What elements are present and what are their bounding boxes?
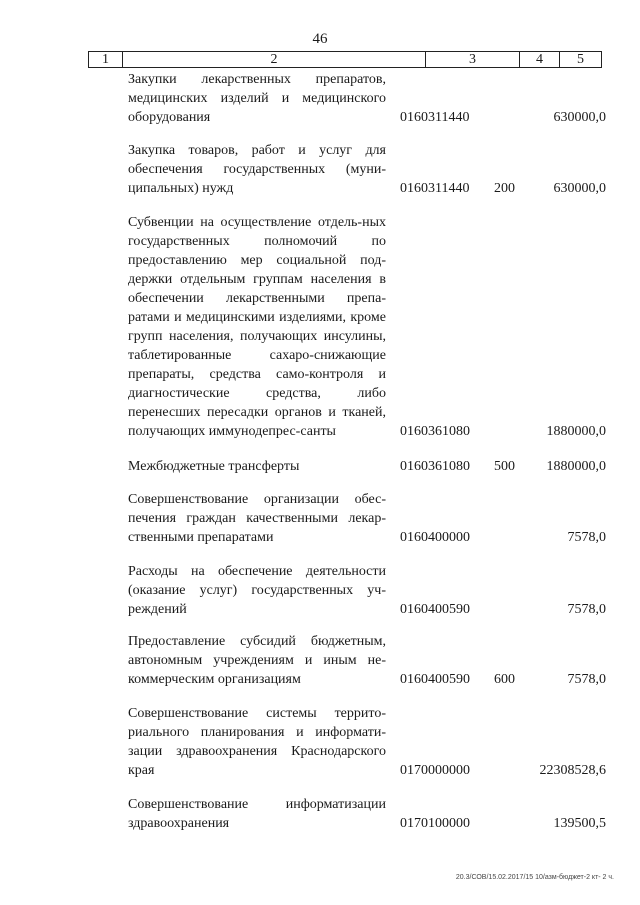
row-code: 0160361080: [400, 424, 470, 439]
footer-file-reference: 20.3/СОВ/15.02.2017/15 10/азм-бюджет-2 кт- 2 ч.: [455, 874, 614, 881]
row-amount: 139500,5: [553, 816, 606, 831]
row-expense-type: 600: [494, 672, 515, 687]
row-description: Межбюджетные трансферты: [128, 459, 300, 474]
row-description: Закупки лекарственных препаратов, медицинских изделий и медицинского оборудования: [128, 72, 386, 125]
row-amount: 1880000,0: [546, 424, 606, 439]
page-number: 46: [312, 31, 328, 47]
row-expense-type: 200: [494, 181, 515, 196]
row-description: Совершенствование информатизации здравоохранения: [128, 797, 386, 831]
row-code: 0160400000: [400, 530, 470, 545]
row-amount: 630000,0: [553, 110, 606, 125]
column-header-1: 1: [102, 52, 109, 67]
column-header-4: 4: [519, 52, 559, 67]
column-header-2: 2: [122, 52, 425, 67]
row-code: 0160400590: [400, 672, 470, 687]
row-amount: 630000,0: [553, 181, 606, 196]
row-code: 0160361080: [400, 459, 470, 474]
row-amount: 1880000,0: [546, 459, 606, 474]
row-amount: 7578,0: [567, 530, 606, 545]
row-code: 0160311440: [400, 110, 470, 125]
row-description: Совершенствование организации обес-печения граждан качественными лекар-ственными препаратами: [128, 492, 386, 545]
row-code: 0160400590: [400, 602, 470, 617]
column-header-3: 3: [425, 52, 519, 67]
table-header: [88, 51, 602, 68]
row-expense-type: 500: [494, 459, 515, 474]
row-description: Совершенствование системы террито-риального планирования и информати-зации здравоохранения Краснодарского края: [128, 706, 386, 778]
row-description: Закупка товаров, работ и услуг для обеспечения государственных (муни-ципальных) нужд: [128, 143, 386, 196]
row-code: 0160311440: [400, 181, 470, 196]
row-code: 0170100000: [400, 816, 470, 831]
column-header-5: 5: [559, 52, 601, 67]
row-amount: 22308528,6: [539, 763, 606, 778]
row-description: Расходы на обеспечение деятельности (оказание услуг) государственных уч-реждений: [128, 564, 386, 617]
row-amount: 7578,0: [567, 672, 606, 687]
row-description: Субвенции на осуществление отдель-ных государственных полномочий по предоставлению мер социальной под-держки отдельным группам населения в обеспечении лекарственными препа-ратами и медицинскими изделиями, кроме групп населения, получающих инсулины, таблетированные сахаро-снижающие препараты, средства само-контроля и диагностические средства, либо перенесших пересадки органов и тканей, получающих иммунодепрес-санты: [128, 215, 386, 439]
row-description: Предоставление субсидий бюджетным, автономным учреждениям и иным не-коммерческим организациям: [128, 634, 386, 687]
row-code: 0170000000: [400, 763, 470, 778]
row-amount: 7578,0: [567, 602, 606, 617]
